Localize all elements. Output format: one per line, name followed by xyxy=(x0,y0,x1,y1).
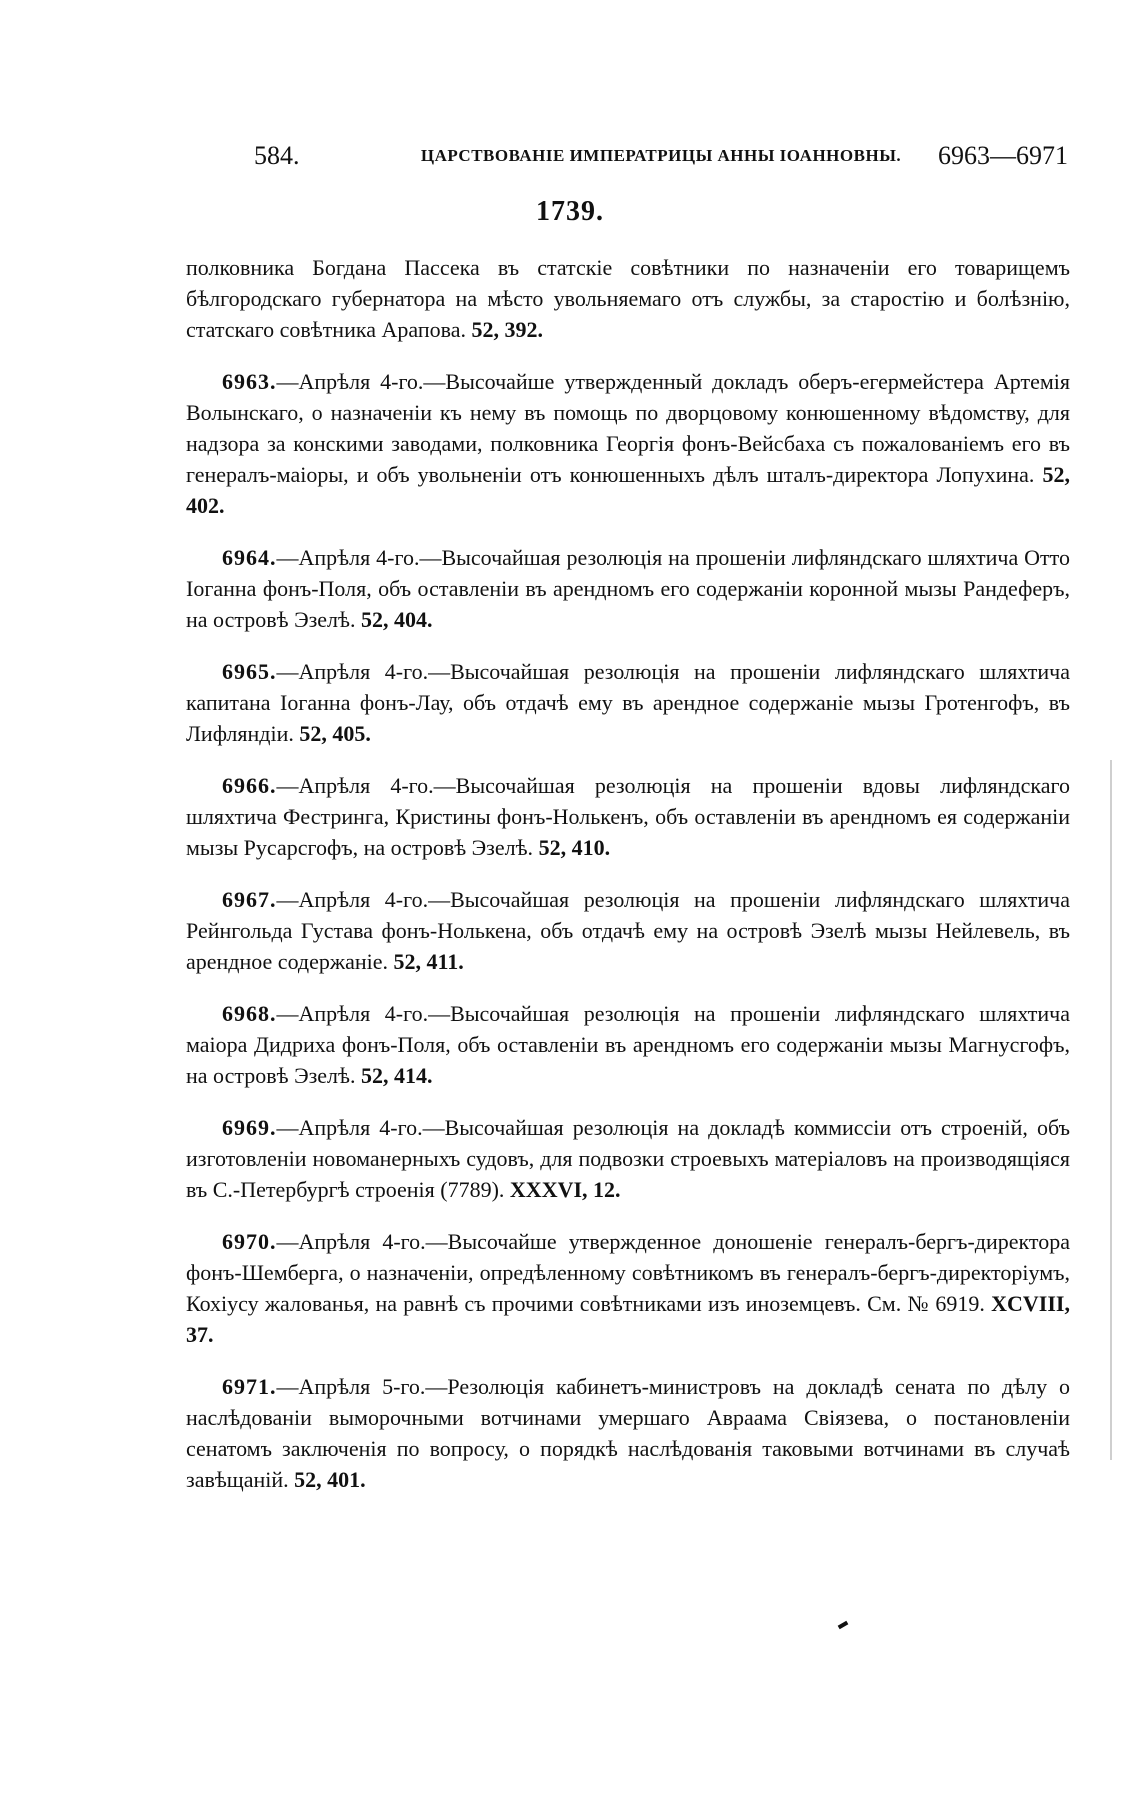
continuation-paragraph xyxy=(186,252,1070,345)
source-reference: 52, 414. xyxy=(360,1063,433,1088)
entry-text: —Апрѣля 4-го.—Высочайшая резолюція на докладѣ коммиссіи отъ строеній, объ изготовленіи новоманерныхъ судовъ, для подвозки строевыхъ матеріаловъ на производящіяся въ С.-Петербургѣ строенія (7789). xyxy=(186,1115,1070,1202)
source-reference: 52, 410. xyxy=(538,835,611,860)
entry-number: 6963. xyxy=(222,369,277,394)
entry-number: 6970. xyxy=(222,1229,277,1254)
source-reference: XXXVI, 12. xyxy=(509,1177,621,1202)
entry-text: —Апрѣля 4-го.—Высочайше утвержденное доношеніе генералъ-бергъ-директора фонъ-Шемберга, о назначеніи, опредѣленному совѣтникомъ въ генералъ-бергъ-директоріумъ, Кохіусу жалованья, на равнѣ съ прочими совѣтниками изъ иноземцевъ. См. № 6919. xyxy=(186,1229,1070,1316)
source-reference: 52, 392. xyxy=(471,317,543,342)
source-reference: XCVIII, 37. xyxy=(186,1291,1070,1347)
page-edge-line xyxy=(1110,760,1112,1460)
source-reference: 52, 402. xyxy=(186,462,1070,518)
source-reference: 52, 404. xyxy=(360,607,433,632)
entry-text: —Апрѣля 4-го.—Высочайше утвержденный докладъ оберъ-егермейстера Артемія Волынскаго, о назначеніи къ нему въ помощь по дворцовому конюшенному вѣдомству, для надзора за конскими заводами, полковника Георгія фонъ-Вейсбаха съ пожалованіемъ его въ генералъ-маіоры, и объ увольненіи отъ конюшенныхъ дѣлъ шталъ-директора Лопухина. xyxy=(186,369,1070,487)
entry-number: 6967. xyxy=(222,887,277,912)
running-title: ЦАРСТВОВАНІЕ ИМПЕРАТРИЦЫ АННЫ ІОАННОВНЫ. xyxy=(420,146,902,165)
page-number: 584. xyxy=(254,141,300,170)
entry-6964 xyxy=(186,542,1070,635)
entry-6971 xyxy=(186,1371,1070,1495)
source-reference: 52, 405. xyxy=(299,721,371,746)
entry-6967 xyxy=(186,884,1070,977)
entry-number: 6971. xyxy=(222,1374,277,1399)
entry-range: 6963—6971 xyxy=(938,141,1068,170)
entry-6969 xyxy=(186,1112,1070,1205)
entry-number: 6966. xyxy=(222,773,277,798)
entry-6963 xyxy=(186,366,1070,521)
ink-mark xyxy=(838,1621,849,1629)
entry-6965 xyxy=(186,656,1070,749)
source-reference: 52, 411. xyxy=(393,949,464,974)
entry-text: —Апрѣля 4-го.—Высочайшая резолюція на прошеніи лифляндскаго шляхтича Отто Іоганна фонъ-Поля, объ оставленіи въ арендномъ его содержаніи коронной мызы Рандеферъ, на островѣ Эзелѣ. xyxy=(186,545,1070,632)
entries-body xyxy=(186,252,1070,1495)
continuation-text: полковника Богдана Пассека въ статскіе совѣтники по назначеніи его товарищемъ бѣлгородскаго губернатора на мѣсто увольняемаго отъ службы, за старостію и болѣзнію, статскаго совѣтника Арапова. xyxy=(186,255,1070,342)
entry-6966 xyxy=(186,770,1070,863)
entry-6968 xyxy=(186,998,1070,1091)
entry-text: —Апрѣля 4-го.—Высочайшая резолюція на прошеніи вдовы лифляндскаго шляхтича Фестринга, Кристины фонъ-Нолькенъ, объ оставленіи въ арендномъ ея содержаніи мызы Русарсгофъ, на островѣ Эзелѣ. xyxy=(186,773,1070,860)
entry-text: —Апрѣля 4-го.—Высочайшая резолюція на прошеніи лифляндскаго шляхтича Рейнгольда Густава фонъ-Нолькена, объ отдачѣ ему на островѣ Эзелѣ мызы Нейлевель, въ арендное содержаніе. xyxy=(186,887,1070,974)
running-head xyxy=(254,138,1068,174)
entry-number: 6965. xyxy=(222,659,277,684)
entry-text: —Апрѣля 4-го.—Высочайшая резолюція на прошеніи лифляндскаго шляхтича маіора Дидриха фонъ-Поля, объ оставленіи въ арендномъ его содержаніи мызы Магнусгофъ, на островѣ Эзелѣ. xyxy=(186,1001,1070,1088)
entry-number: 6969. xyxy=(222,1115,277,1140)
entry-text: —Апрѣля 5-го.—Резолюція кабинетъ-министровъ на докладѣ сената по дѣлу о наслѣдованіи выморочными вотчинами умершаго Авраама Свіязева, о постановленіи сенатомъ заключенія по вопросу, о порядкѣ наслѣдованія таковыми вотчинами въ случаѣ завѣщаній. xyxy=(186,1374,1070,1492)
entry-number: 6964. xyxy=(222,545,277,570)
entry-6970 xyxy=(186,1226,1070,1350)
entry-text: —Апрѣля 4-го.—Высочайшая резолюція на прошеніи лифляндскаго шляхтича капитана Іоганна фонъ-Лау, объ отдачѣ ему въ арендное содержаніе мызы Гротенгофъ, въ Лифляндіи. xyxy=(186,659,1070,746)
year-heading: 1739. xyxy=(536,196,604,227)
source-reference: 52, 401. xyxy=(294,1467,366,1492)
entry-number: 6968. xyxy=(222,1001,277,1026)
